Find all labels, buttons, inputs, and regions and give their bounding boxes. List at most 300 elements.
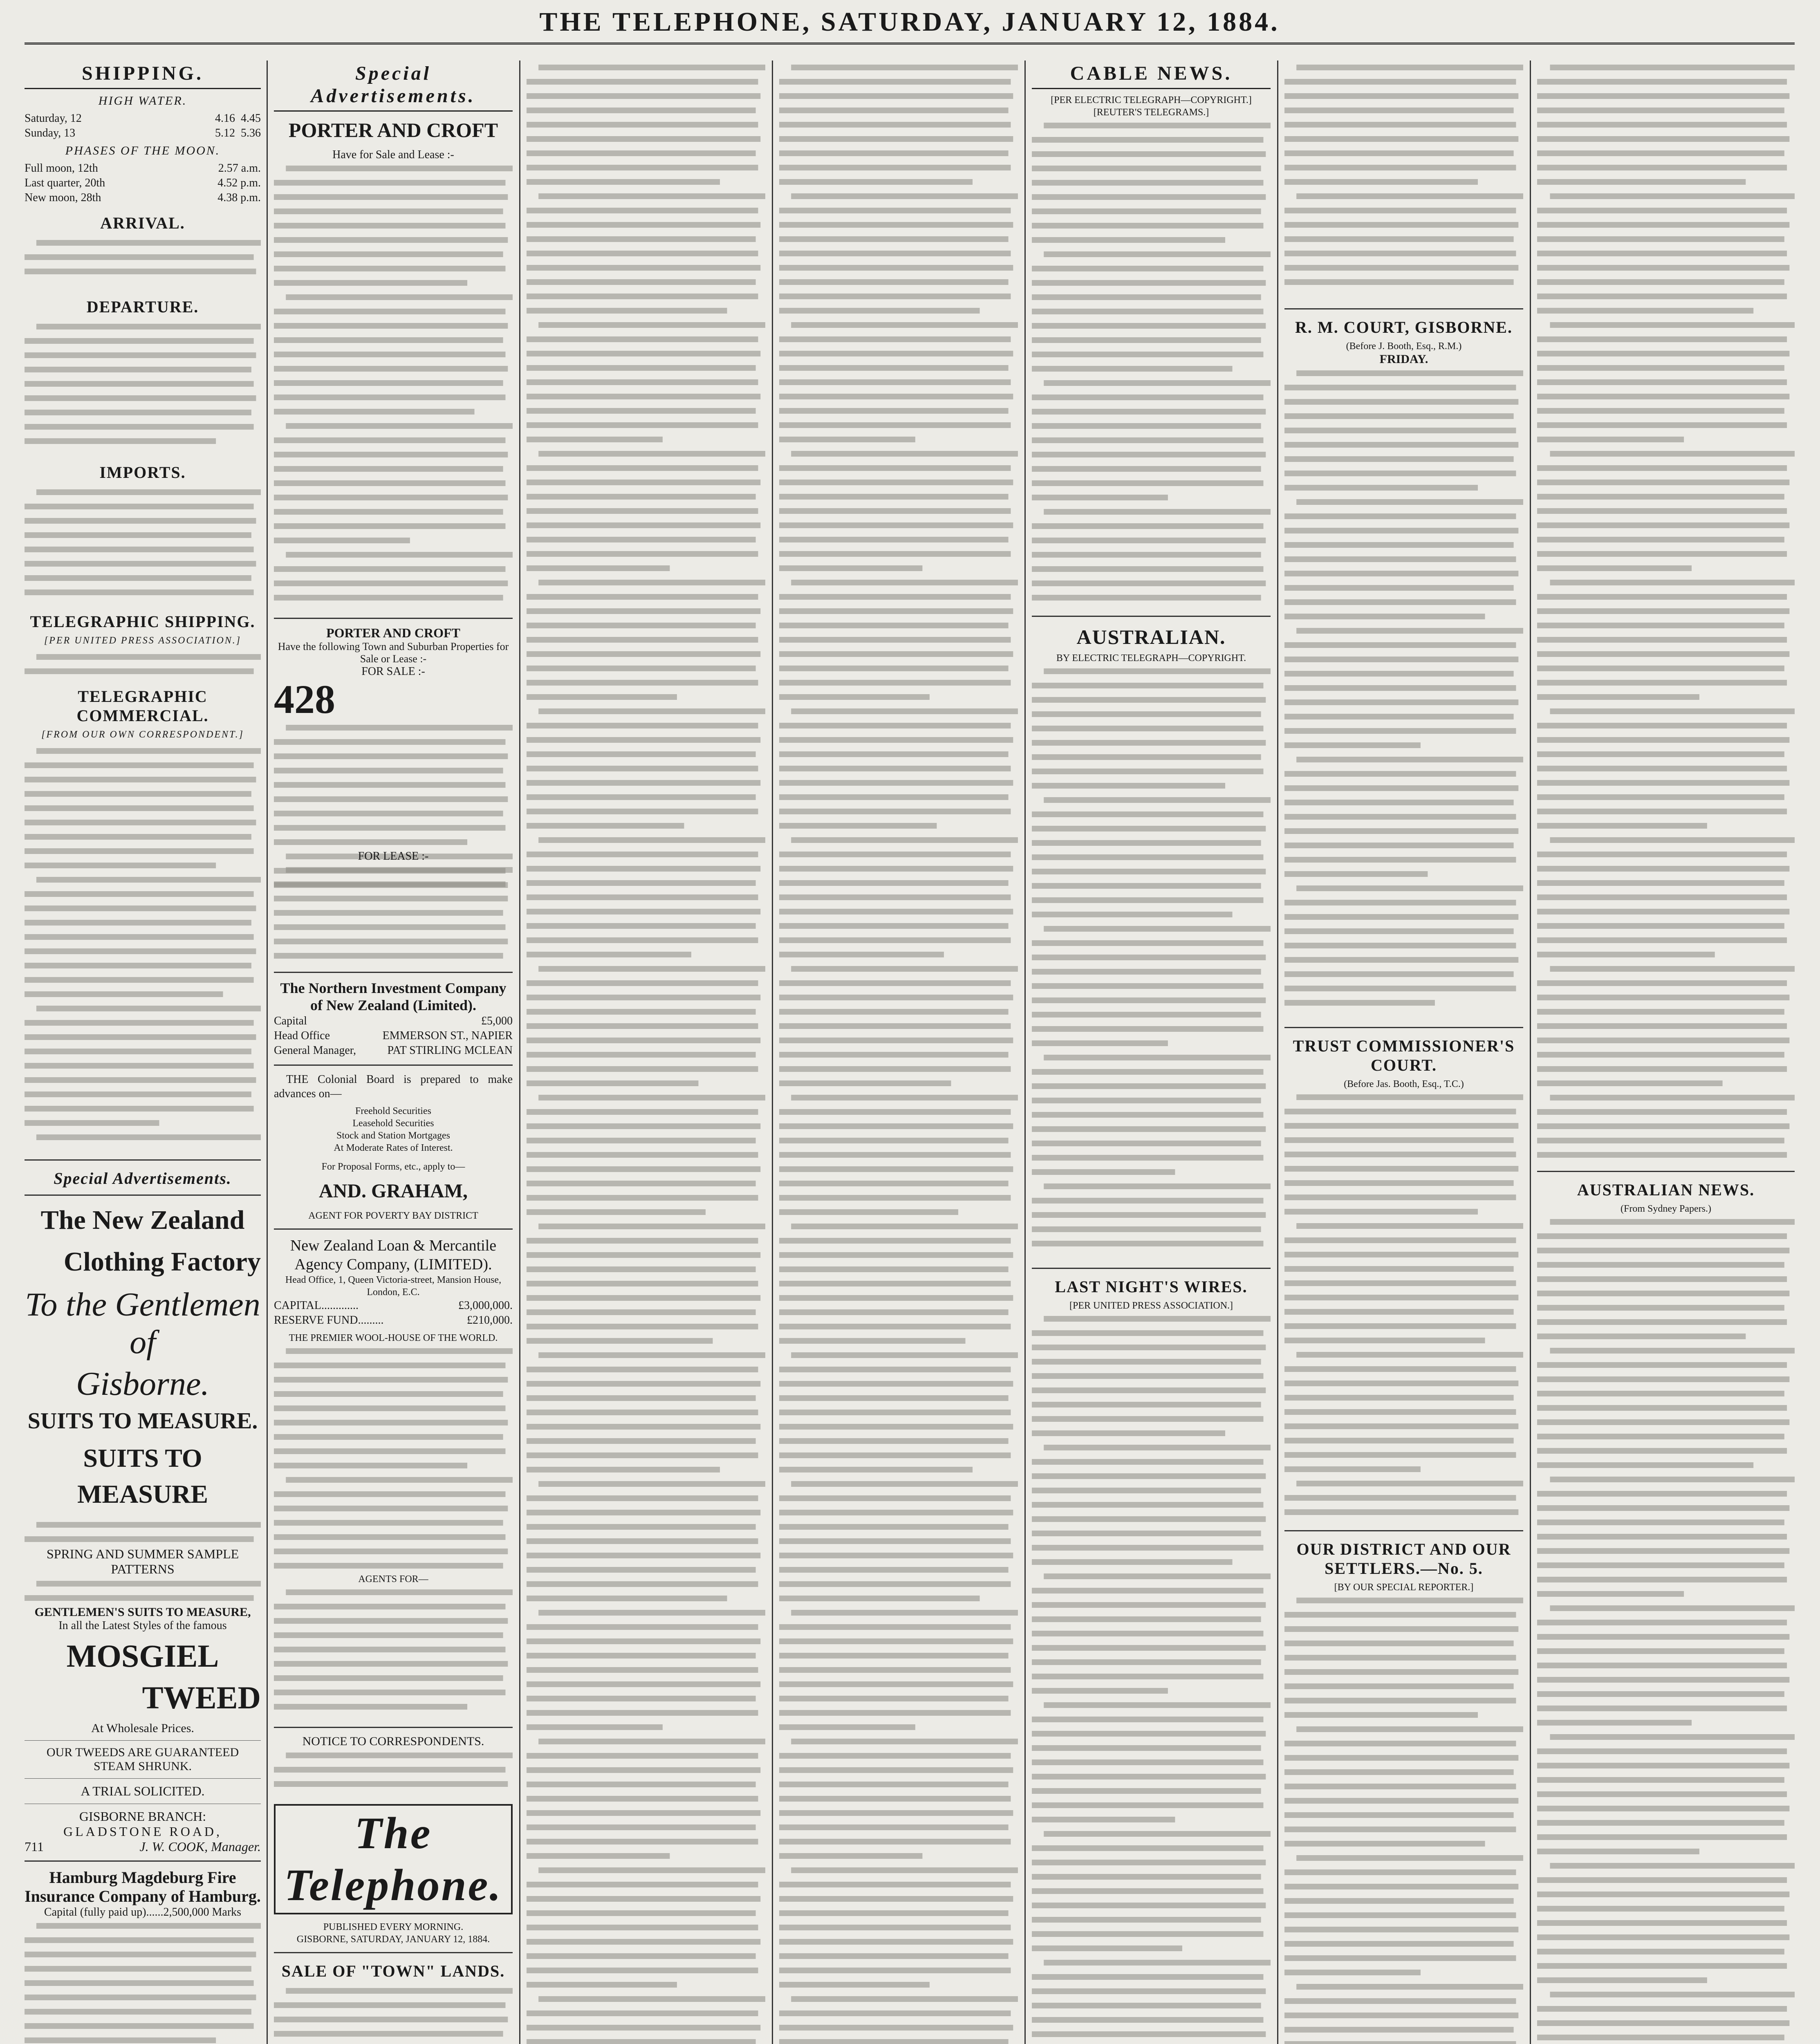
text-line	[538, 193, 765, 199]
text-line	[1537, 1291, 1789, 1296]
text-line	[25, 1595, 254, 1601]
text-block	[25, 1919, 261, 2044]
text-line	[1284, 1152, 1516, 1157]
text-lines	[25, 650, 261, 679]
text-line	[527, 379, 758, 385]
text-line	[779, 251, 1011, 256]
text-line	[274, 509, 503, 515]
text-block	[274, 161, 513, 611]
text-line	[1537, 1109, 1787, 1115]
text-lines	[274, 1984, 513, 2044]
text-line	[538, 1224, 765, 1229]
text-line	[1537, 1419, 1789, 1425]
text-line	[791, 451, 1018, 457]
text-line	[527, 279, 756, 285]
text-line	[1032, 1126, 1266, 1132]
text-line	[779, 1510, 1013, 1515]
text-line	[1284, 1438, 1514, 1443]
text-line	[1032, 1330, 1263, 1336]
gentlemen-line: To the Gentlemen of	[25, 1286, 260, 1360]
text-line	[1537, 1138, 1784, 1143]
shipping-heading: SHIPPING.	[25, 62, 261, 89]
text-line	[36, 1923, 261, 1929]
text-line	[1537, 465, 1787, 471]
text-line	[1537, 651, 1789, 657]
text-line	[274, 437, 505, 443]
text-line	[1032, 595, 1261, 601]
text-line	[527, 1452, 758, 1458]
text-line	[538, 1996, 765, 2002]
text-line	[1032, 1169, 1175, 1175]
text-line	[1537, 279, 1784, 285]
text-line	[1284, 208, 1516, 213]
gm-row: General Manager, PAT STIRLING MCLEAN	[274, 1044, 513, 1057]
column-rule	[267, 61, 268, 2044]
text-line	[286, 294, 513, 300]
text-line	[274, 1632, 503, 1638]
text-line	[1032, 1588, 1263, 1594]
text-lines	[527, 61, 765, 2044]
text-line	[286, 1753, 513, 1758]
text-line	[1032, 237, 1225, 243]
text-line	[25, 269, 256, 274]
text-line	[1284, 742, 1421, 748]
text-line	[1032, 309, 1263, 314]
arrival-heading: ARRIVAL.	[100, 214, 185, 232]
text-line	[1032, 1226, 1261, 1232]
text-line	[1032, 1387, 1266, 1393]
text-line	[1284, 1769, 1514, 1775]
text-line	[1032, 997, 1266, 1003]
text-line	[1284, 900, 1516, 905]
text-line	[527, 179, 720, 185]
text-line	[1284, 785, 1518, 791]
text-block	[274, 863, 513, 965]
text-line	[1537, 1591, 1684, 1597]
text-line	[527, 1109, 758, 1115]
text-line	[1032, 811, 1263, 817]
text-line	[1537, 637, 1787, 643]
text-line	[779, 1266, 1009, 1272]
text-line	[791, 193, 1018, 199]
text-line	[25, 1120, 159, 1126]
text-line	[779, 737, 1013, 743]
trust-sub: (Before Jas. Booth, Esq., T.C.)	[1344, 1079, 1464, 1089]
text-line	[1284, 1266, 1514, 1272]
text-line	[779, 1238, 1011, 1244]
text-line	[779, 1023, 1011, 1029]
text-line	[1537, 1319, 1787, 1325]
text-line	[1032, 940, 1263, 946]
text-line	[1537, 1362, 1787, 1368]
text-line	[779, 866, 1013, 872]
text-line	[36, 1581, 261, 1587]
text-line	[1537, 1920, 1787, 1926]
text-line	[779, 1710, 1011, 1716]
text-line	[779, 594, 1011, 600]
text-line	[791, 1610, 1018, 1616]
text-line	[779, 1309, 1009, 1315]
text-line	[527, 79, 758, 85]
text-line	[1284, 1495, 1516, 1501]
text-line	[1537, 1462, 1753, 1468]
text-line	[1537, 594, 1787, 600]
text-line	[25, 589, 254, 595]
text-line	[527, 1910, 756, 1916]
reuter-tag: [REUTER'S TELEGRAMS.]	[1093, 107, 1209, 118]
text-line	[1537, 1434, 1784, 1439]
text-line	[1284, 1423, 1518, 1429]
text-line	[25, 424, 254, 430]
text-line	[274, 753, 508, 759]
text-line	[527, 651, 760, 657]
text-line	[1296, 885, 1523, 891]
text-line	[1537, 1892, 1789, 1897]
text-line	[527, 909, 760, 914]
text-line	[1032, 1416, 1263, 1422]
column-4	[779, 61, 1018, 2044]
text-lines	[1032, 1312, 1271, 2044]
text-line	[36, 748, 261, 754]
text-line	[1284, 385, 1516, 390]
text-line	[791, 1867, 1018, 1873]
trust-court-heading: TRUST COMMISSIONER'S COURT.	[1293, 1037, 1515, 1074]
text-line	[527, 1510, 760, 1515]
text-line	[779, 2010, 1011, 2016]
text-line	[1537, 365, 1784, 371]
text-line	[1550, 1477, 1795, 1482]
text-line	[1537, 2020, 1789, 2026]
text-line	[791, 65, 1018, 70]
text-line	[527, 923, 756, 929]
text-line	[1284, 251, 1516, 256]
text-line	[25, 1980, 254, 1986]
text-line	[274, 811, 503, 816]
proposal-line: For Proposal Forms, etc., apply to—	[321, 1161, 465, 1172]
text-line	[1032, 1731, 1266, 1737]
gisborne-branch: GISBORNE BRANCH:	[79, 1809, 206, 1824]
text-line	[1044, 509, 1271, 515]
text-line	[1284, 1000, 1435, 1006]
text-line	[1550, 1605, 1795, 1611]
text-line	[274, 538, 410, 543]
text-line	[1032, 897, 1263, 903]
text-line	[25, 905, 256, 911]
text-line	[274, 1690, 505, 1695]
cable-news-heading: CABLE NEWS.	[1032, 62, 1271, 89]
text-line	[527, 1624, 758, 1630]
text-line	[1537, 1038, 1789, 1043]
text-line	[1537, 1691, 1784, 1697]
text-line	[36, 654, 261, 660]
text-line	[36, 240, 261, 246]
text-line	[527, 1896, 760, 1902]
text-line	[779, 1367, 1011, 1372]
text-line	[1032, 1988, 1266, 1994]
text-line	[1537, 794, 1784, 800]
text-line	[779, 1638, 1013, 1644]
text-line	[1537, 937, 1787, 943]
text-line	[1537, 1334, 1746, 1339]
text-line	[527, 294, 758, 299]
column-6	[1284, 61, 1523, 2044]
text-line	[779, 1452, 1011, 1458]
text-line	[779, 1753, 1011, 1759]
text-line	[527, 1596, 727, 1601]
text-line	[274, 1405, 505, 1411]
text-line	[1032, 1645, 1266, 1651]
text-line	[779, 1538, 1011, 1544]
text-line	[1284, 1712, 1478, 1718]
text-line	[1032, 208, 1261, 214]
text-line	[1537, 565, 1692, 571]
text-line	[779, 1324, 1011, 1329]
graham-title: AND. GRAHAM,	[319, 1180, 468, 1202]
text-line	[527, 1324, 758, 1329]
text-line	[1284, 1798, 1518, 1804]
text-line	[779, 794, 1009, 800]
text-line	[527, 780, 760, 786]
text-line	[779, 1138, 1009, 1143]
text-line	[1284, 428, 1516, 433]
text-line	[538, 708, 765, 714]
text-line	[1032, 538, 1266, 543]
text-line	[1284, 642, 1516, 648]
text-line	[791, 1481, 1018, 1487]
text-line	[527, 880, 756, 886]
text-line	[1032, 1212, 1266, 1218]
text-line	[1284, 79, 1516, 85]
text-line	[274, 1377, 508, 1383]
text-line	[1550, 966, 1795, 972]
rm-sub: (Before J. Booth, Esq., R.M.)	[1346, 341, 1462, 352]
text-line	[1537, 408, 1784, 414]
text-line	[274, 523, 505, 529]
text-line	[527, 809, 758, 814]
text-line	[779, 651, 1013, 657]
text-line	[527, 565, 670, 571]
special-ads-heading: Special Advertisements.	[54, 1169, 232, 1188]
text-line	[1284, 1452, 1516, 1458]
text-line	[779, 1896, 1013, 1902]
text-line	[1284, 1683, 1514, 1689]
text-line	[1537, 852, 1787, 857]
security-item: At Moderate Rates of Interest.	[334, 1143, 453, 1153]
text-line	[1032, 280, 1266, 286]
text-line	[527, 1925, 758, 1930]
masthead: THE TELEPHONE, SATURDAY, JANUARY 12, 1884.	[539, 7, 1280, 37]
text-line	[1284, 585, 1514, 591]
text-line	[779, 852, 1011, 857]
text-line	[1032, 580, 1266, 586]
text-line	[1284, 265, 1518, 271]
text-line	[779, 1209, 958, 1215]
reserve-row: RESERVE FUND......... £210,000.	[274, 1314, 513, 1327]
text-line	[1284, 1366, 1516, 1372]
aus-news-sub: (From Sydney Papers.)	[1621, 1204, 1711, 1214]
suits-small: SUITS TO MEASURE.	[27, 1408, 258, 1434]
text-line	[1284, 614, 1485, 619]
text-line	[274, 495, 508, 500]
text-line	[1284, 657, 1518, 662]
text-line	[527, 1395, 756, 1401]
text-line	[1032, 869, 1266, 874]
text-line	[1537, 1305, 1784, 1311]
text-line	[527, 680, 758, 686]
cable-sub: [PER ELECTRIC TELEGRAPH—COPYRIGHT.]	[1051, 95, 1252, 105]
text-line	[779, 608, 1013, 614]
text-line	[1550, 193, 1795, 199]
porter-croft-title: PORTER AND CROFT	[326, 625, 460, 640]
tweed-title: TWEED	[142, 1680, 261, 1715]
text-line	[779, 394, 1013, 399]
sale-lease-line: Have for Sale and Lease :-	[332, 148, 454, 161]
text-line	[274, 595, 503, 601]
text-line	[1284, 1137, 1514, 1143]
text-line	[25, 1020, 254, 1026]
text-line	[1032, 1473, 1266, 1479]
text-line	[791, 708, 1018, 714]
text-line	[527, 1696, 756, 1701]
text-line	[1537, 894, 1787, 900]
text-line	[1537, 980, 1787, 986]
text-line	[1284, 556, 1516, 562]
text-line	[274, 924, 505, 930]
text-line	[791, 1352, 1018, 1358]
text-block	[1284, 61, 1523, 302]
text-line	[25, 561, 256, 567]
text-line	[527, 694, 677, 700]
london-office: Head Office, 1, Queen Victoria-street, Mansion House, London, E.C.	[285, 1275, 502, 1298]
text-line	[527, 766, 758, 771]
text-line	[1296, 499, 1523, 505]
text-line	[1032, 137, 1263, 143]
graham-sub: AGENT FOR POVERTY BAY DISTRICT	[308, 1210, 478, 1221]
text-line	[1032, 1488, 1261, 1493]
text-line	[25, 820, 256, 825]
text-line	[527, 1009, 756, 1015]
text-line	[1284, 1827, 1516, 1832]
text-line	[274, 266, 505, 271]
text-line	[25, 1952, 256, 1957]
text-line	[1284, 122, 1516, 128]
text-line	[274, 309, 505, 314]
text-line	[1537, 666, 1784, 671]
text-line	[779, 1009, 1009, 1015]
text-line	[527, 1338, 713, 1344]
text-line	[1284, 1669, 1518, 1675]
text-line	[1537, 1906, 1784, 1912]
text-line	[527, 2039, 756, 2044]
text-line	[779, 122, 1011, 128]
text-line	[527, 1381, 760, 1387]
text-line	[779, 909, 1013, 914]
text-line	[274, 380, 503, 386]
text-line	[1537, 995, 1789, 1000]
rm-court-heading: R. M. COURT, GISBORNE.	[1295, 318, 1513, 336]
text-lines	[1284, 366, 1523, 1020]
text-line	[1284, 1381, 1518, 1386]
text-line	[779, 1066, 1011, 1072]
text-line	[1296, 370, 1523, 376]
lastnight-sub: [PER UNITED PRESS ASSOCIATION.]	[1069, 1300, 1233, 1311]
text-line	[25, 2023, 254, 2029]
text-line	[1044, 926, 1271, 932]
text-line	[1044, 251, 1271, 257]
text-line	[1284, 1209, 1478, 1215]
text-line	[779, 437, 915, 442]
text-line	[1284, 828, 1518, 834]
text-line	[1044, 668, 1271, 674]
text-line	[274, 1420, 508, 1425]
text-line	[1284, 814, 1516, 820]
text-lines	[25, 485, 261, 604]
text-line	[527, 508, 758, 514]
text-line	[1032, 1083, 1266, 1089]
text-line	[1044, 1960, 1271, 1966]
clothing-ad-title: Clothing Factory	[63, 1247, 261, 1277]
text-line	[779, 150, 1009, 156]
text-line	[1032, 1860, 1266, 1865]
text-line	[1032, 1359, 1261, 1365]
text-line	[274, 910, 503, 916]
text-line	[527, 1524, 756, 1530]
text-line	[25, 1034, 256, 1040]
text-line	[1537, 165, 1787, 170]
text-line	[1537, 522, 1789, 528]
text-line	[779, 108, 1009, 113]
text-line	[527, 737, 760, 743]
text-line	[1284, 971, 1514, 977]
text-line	[779, 379, 1011, 385]
text-line	[1537, 680, 1787, 686]
moon-heading: PHASES OF THE MOON.	[65, 144, 220, 157]
text-line	[1044, 1183, 1271, 1189]
text-line	[527, 1052, 756, 1058]
high-water-heading: HIGH WATER.	[98, 94, 187, 108]
text-block	[1032, 664, 1271, 1261]
text-line	[779, 923, 1009, 929]
text-line	[1284, 1509, 1518, 1515]
text-line	[1550, 1095, 1795, 1100]
text-block	[1284, 1090, 1523, 1524]
text-line	[527, 494, 756, 500]
text-line	[1032, 826, 1266, 831]
text-block	[1284, 366, 1523, 1020]
text-line	[1284, 150, 1514, 156]
wholesale-prices: At Wholesale Prices.	[91, 1721, 194, 1735]
capital-row: Capital £5,000	[274, 1015, 513, 1027]
text-line	[779, 1424, 1013, 1430]
text-line	[538, 966, 765, 972]
text-line	[1537, 694, 1699, 700]
text-line	[1284, 1884, 1518, 1889]
trial-solicited: A TRIAL SOLICITED.	[81, 1784, 205, 1798]
text-line	[1284, 1180, 1514, 1186]
text-block	[527, 61, 765, 2044]
text-line	[1550, 65, 1795, 70]
text-line	[1537, 222, 1789, 228]
text-line	[1284, 222, 1518, 228]
text-line	[1537, 1648, 1784, 1654]
text-line	[1032, 394, 1263, 400]
text-line	[1032, 1774, 1266, 1780]
text-line	[538, 837, 765, 843]
text-line	[274, 1661, 508, 1667]
text-line	[1284, 957, 1518, 963]
text-block	[779, 61, 1018, 2044]
text-line	[25, 2037, 216, 2043]
